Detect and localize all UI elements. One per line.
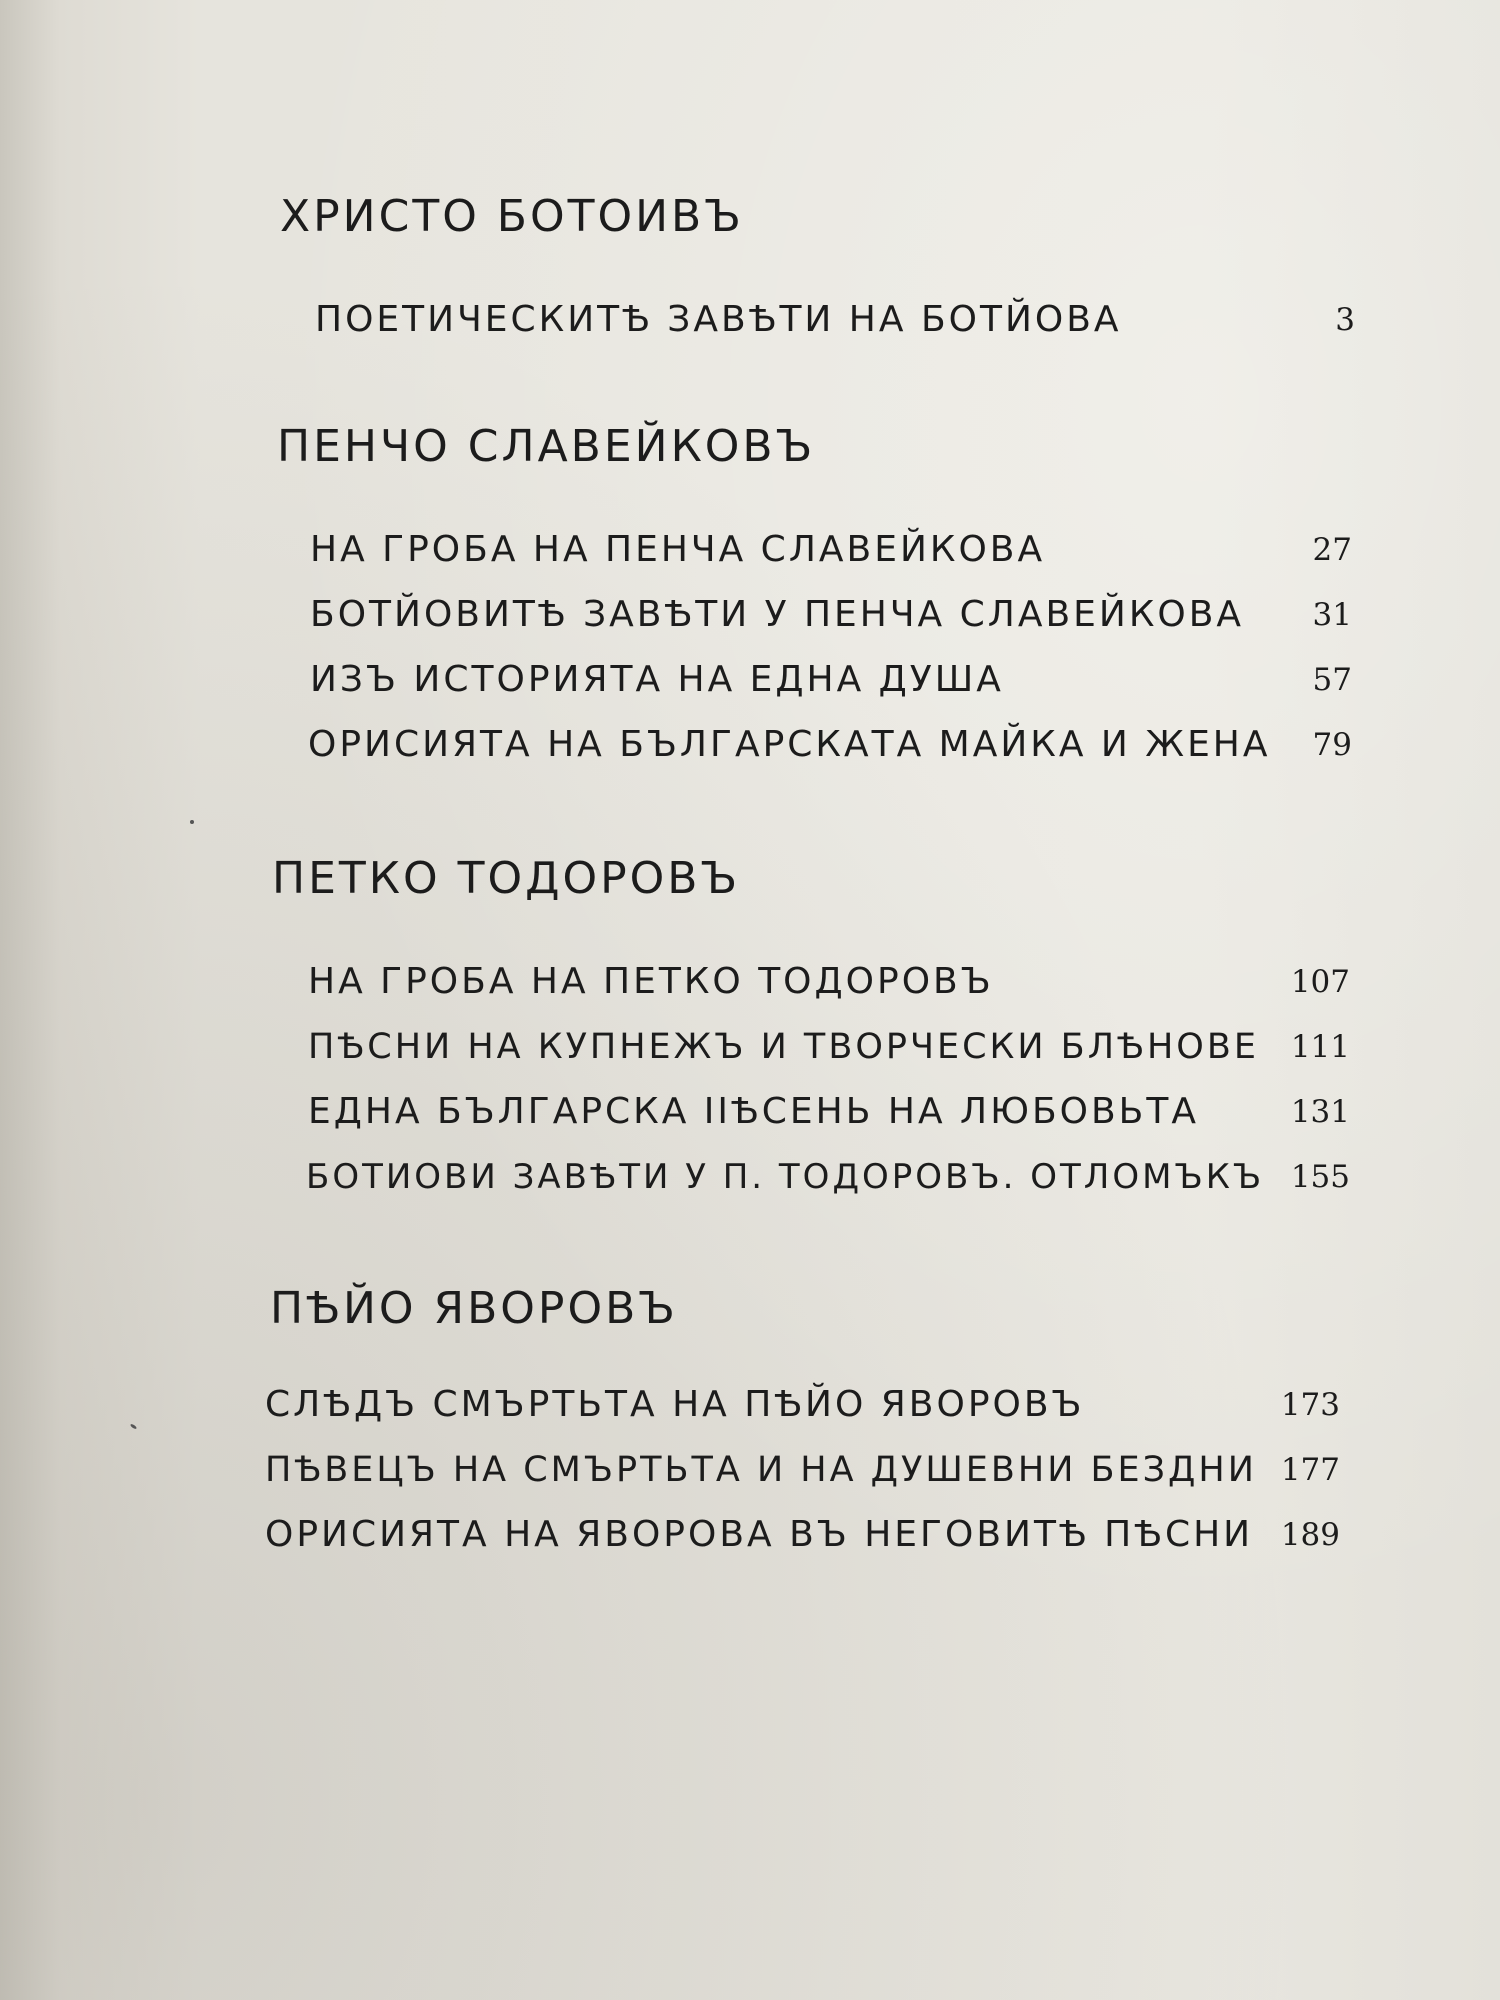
entry-title: ПОЕТИЧЕСКИТѢ ЗАВѢТИ НА БОТЙОВА [315, 299, 1122, 340]
toc-entry [265, 1450, 1340, 1490]
entry-title: СЛѢДЪ СМЪРТЬТА НА ПѢЙО ЯВОРОВЪ [265, 1384, 1085, 1425]
toc-entry [265, 1515, 1340, 1555]
entry-title: ЕДНА БЪЛГАРСКА IIѢСЕНЬ НА ЛЮБОВЬТА [308, 1091, 1199, 1132]
toc-entry [308, 962, 1350, 1002]
toc-entry [308, 1027, 1350, 1067]
entry-page-number: 31 [1312, 597, 1352, 633]
entry-page-number: 177 [1280, 1452, 1340, 1488]
toc-entry [265, 1385, 1340, 1425]
entry-title: ИЗЪ ИСТОРИЯТА НА ЕДНА ДУША [310, 659, 1004, 700]
entry-page-number: 107 [1290, 964, 1350, 1000]
paper-speck [190, 820, 194, 824]
entry-page-number: 3 [1335, 302, 1355, 338]
entry-title: НА ГРОБА НА ПЕНЧА СЛАВЕЙКОВА [310, 529, 1046, 570]
author-heading: ПЕТКО ТОДОРОВЪ [272, 853, 741, 904]
entry-title: НА ГРОБА НА ПЕТКО ТОДОРОВЪ [308, 961, 994, 1002]
entry-page-number: 57 [1312, 662, 1352, 698]
toc-entry [315, 300, 1355, 340]
author-heading: ХРИСТО БОТОИВЪ [280, 191, 744, 242]
author-heading: ПЕНЧО СЛАВЕЙКОВЪ [277, 421, 816, 472]
toc-entry [306, 1157, 1350, 1197]
entry-page-number: 173 [1280, 1387, 1340, 1423]
entry-title: ПѢВЕЦЪ НА СМЪРТЬТА И НА ДУШЕВНИ БЕЗДНИ [265, 1450, 1257, 1490]
toc-entry [310, 530, 1352, 570]
entry-title: ОРИСИЯТА НА ЯВОРОВА ВЪ НЕГОВИТѢ ПѢСНИ [265, 1514, 1254, 1555]
entry-page-number: 27 [1312, 532, 1352, 568]
entry-page-number: 79 [1312, 727, 1352, 763]
toc-entry [308, 1092, 1350, 1132]
entry-page-number: 155 [1290, 1159, 1350, 1195]
toc-entry [310, 595, 1352, 635]
author-heading: ПѢЙО ЯВОРОВЪ [270, 1283, 678, 1334]
entry-title: БОТИОВИ ЗАВѢТИ У П. ТОДОРОВЪ. ОТЛОМЪКЪ [306, 1157, 1265, 1197]
paper-speck [130, 1423, 137, 1429]
toc-entry [310, 660, 1352, 700]
entry-title: БОТЙОВИТѢ ЗАВѢТИ У ПЕНЧА СЛАВЕЙКОВА [310, 594, 1245, 635]
entry-page-number: 131 [1290, 1094, 1350, 1130]
entry-title: ПѢСНИ НА КУПНЕЖЪ И ТВОРЧЕСКИ БЛѢНОВЕ [308, 1027, 1259, 1067]
toc-entry [308, 725, 1352, 765]
entry-page-number: 189 [1280, 1517, 1340, 1553]
entry-page-number: 111 [1290, 1029, 1350, 1065]
entry-title: ОРИСИЯТА НА БЪЛГАРСКАТА МАЙКА И ЖЕНА [308, 724, 1271, 765]
